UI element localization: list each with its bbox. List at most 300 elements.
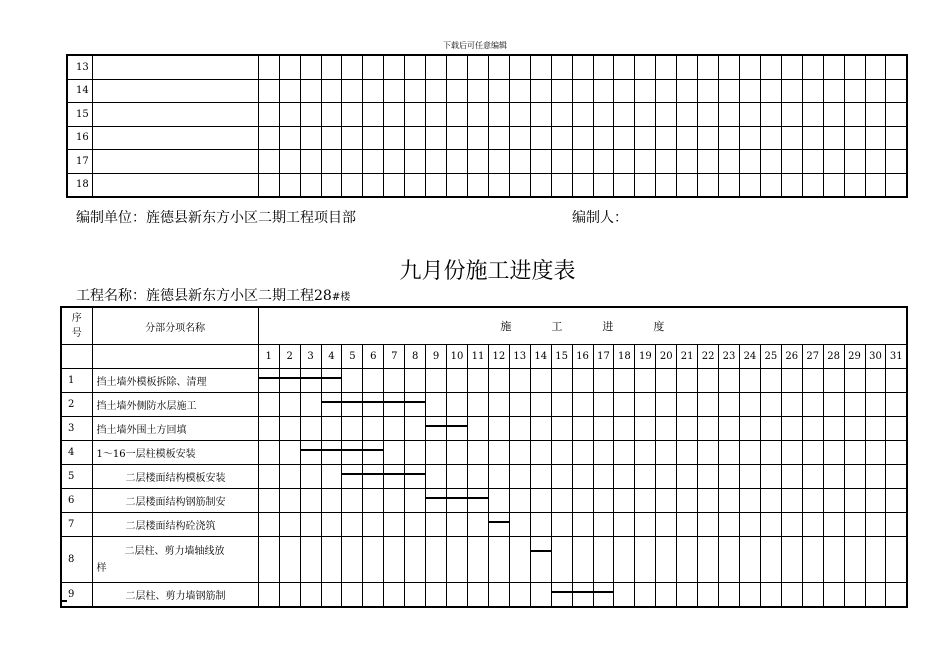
day-cell bbox=[300, 369, 321, 393]
day-cell bbox=[593, 513, 614, 537]
project-label: 工程名称：旌德县新东方小区二期工程 bbox=[76, 288, 314, 304]
day-cell bbox=[467, 369, 488, 393]
empty-cell bbox=[698, 79, 719, 103]
day-cell bbox=[426, 417, 447, 441]
empty-cell bbox=[740, 150, 761, 174]
gantt-bar bbox=[551, 591, 614, 593]
day-cell bbox=[677, 513, 698, 537]
day-cell bbox=[760, 369, 781, 393]
day-header: 20 bbox=[656, 345, 677, 369]
empty-cell bbox=[279, 126, 300, 150]
day-cell bbox=[447, 465, 468, 489]
empty-cell bbox=[823, 103, 844, 127]
day-cell bbox=[342, 465, 363, 489]
day-cell bbox=[656, 537, 677, 583]
empty-cell bbox=[342, 173, 363, 197]
day-cell bbox=[739, 417, 760, 441]
day-cell bbox=[656, 417, 677, 441]
day-cell bbox=[363, 465, 384, 489]
day-cell bbox=[572, 583, 593, 608]
empty-cell bbox=[488, 126, 509, 150]
day-cell bbox=[363, 513, 384, 537]
day-cell bbox=[342, 393, 363, 417]
task-row bbox=[61, 513, 907, 537]
empty-cell bbox=[363, 79, 384, 103]
day-cell bbox=[279, 513, 300, 537]
empty-cell bbox=[300, 126, 321, 150]
empty-cell bbox=[677, 126, 698, 150]
margin-tick bbox=[61, 600, 67, 602]
empty-cell bbox=[865, 103, 886, 127]
empty-cell bbox=[468, 55, 489, 79]
page-title: 九月份施工进度表 bbox=[399, 259, 576, 284]
gantt-bar bbox=[258, 377, 342, 379]
empty-cell bbox=[614, 55, 635, 79]
empty-cell bbox=[698, 126, 719, 150]
project-name bbox=[76, 285, 350, 305]
compiler-label: 编制人： bbox=[572, 210, 628, 226]
empty-cell bbox=[92, 103, 258, 127]
day-cell bbox=[447, 441, 468, 465]
empty-cell bbox=[426, 55, 447, 79]
empty-cell bbox=[488, 79, 509, 103]
day-cell bbox=[886, 441, 907, 465]
day-cell bbox=[781, 441, 802, 465]
empty-cell bbox=[405, 150, 426, 174]
empty-cell bbox=[321, 173, 342, 197]
empty-cell bbox=[426, 173, 447, 197]
empty-cell bbox=[635, 126, 656, 150]
day-cell bbox=[614, 583, 635, 608]
empty-cell bbox=[614, 150, 635, 174]
day-cell bbox=[405, 513, 426, 537]
empty-cell bbox=[677, 79, 698, 103]
day-cell bbox=[530, 489, 551, 513]
day-header: 28 bbox=[823, 345, 844, 369]
empty-cell bbox=[468, 103, 489, 127]
empty-cell bbox=[740, 173, 761, 197]
empty-cell bbox=[426, 150, 447, 174]
task-name: 二层柱、剪力墙钢筋制 bbox=[92, 583, 258, 608]
empty-cell bbox=[844, 55, 865, 79]
day-cell bbox=[300, 489, 321, 513]
previous-table-row bbox=[67, 103, 907, 127]
day-cell bbox=[572, 513, 593, 537]
task-row bbox=[61, 393, 907, 417]
day-cell bbox=[698, 417, 719, 441]
day-cell bbox=[865, 393, 886, 417]
progress-header-char: 进 bbox=[602, 320, 614, 333]
day-cell bbox=[865, 489, 886, 513]
task-name: 挡土墙外围土方回填 bbox=[92, 417, 258, 441]
day-header: 3 bbox=[300, 345, 321, 369]
empty-cell bbox=[92, 55, 258, 79]
gantt-bar bbox=[342, 473, 426, 475]
day-cell bbox=[677, 369, 698, 393]
empty-cell bbox=[447, 79, 468, 103]
day-cell bbox=[886, 489, 907, 513]
empty-cell bbox=[279, 103, 300, 127]
empty-cell bbox=[384, 79, 405, 103]
day-cell bbox=[551, 465, 572, 489]
day-header: 8 bbox=[405, 345, 426, 369]
task-seq: 1 bbox=[61, 369, 92, 393]
day-header: 11 bbox=[467, 345, 488, 369]
empty-cell bbox=[886, 126, 907, 150]
task-seq: 7 bbox=[61, 513, 92, 537]
empty-cell bbox=[426, 79, 447, 103]
empty-cell bbox=[488, 173, 509, 197]
day-cell bbox=[509, 393, 530, 417]
day-cell bbox=[363, 583, 384, 608]
day-cell bbox=[572, 441, 593, 465]
empty-cell bbox=[92, 79, 258, 103]
empty-cell bbox=[509, 79, 530, 103]
empty-cell bbox=[384, 126, 405, 150]
empty-cell bbox=[61, 345, 92, 369]
day-cell bbox=[886, 369, 907, 393]
empty-cell bbox=[593, 103, 614, 127]
empty-cell bbox=[342, 150, 363, 174]
empty-cell bbox=[886, 150, 907, 174]
row-number: 14 bbox=[67, 79, 92, 103]
day-cell bbox=[781, 537, 802, 583]
empty-cell bbox=[781, 55, 802, 79]
day-cell bbox=[739, 583, 760, 608]
day-cell bbox=[258, 489, 279, 513]
day-cell bbox=[739, 465, 760, 489]
empty-cell bbox=[258, 79, 279, 103]
empty-cell bbox=[614, 126, 635, 150]
day-header: 13 bbox=[509, 345, 530, 369]
day-cell bbox=[551, 369, 572, 393]
day-cell bbox=[677, 393, 698, 417]
empty-cell bbox=[572, 126, 593, 150]
task-name-line1: 二层柱、剪力墙轴线放 bbox=[124, 545, 225, 557]
day-cell bbox=[593, 583, 614, 608]
day-cell bbox=[739, 489, 760, 513]
empty-cell bbox=[781, 150, 802, 174]
day-cell bbox=[321, 393, 342, 417]
empty-cell bbox=[384, 103, 405, 127]
day-cell bbox=[677, 537, 698, 583]
day-cell bbox=[572, 417, 593, 441]
day-cell bbox=[467, 441, 488, 465]
day-cell bbox=[279, 441, 300, 465]
day-cell bbox=[781, 465, 802, 489]
day-cell bbox=[865, 369, 886, 393]
task-seq: 6 bbox=[61, 489, 92, 513]
day-cell bbox=[698, 489, 719, 513]
seq-header bbox=[61, 307, 92, 345]
day-header: 31 bbox=[886, 345, 907, 369]
day-cell bbox=[509, 369, 530, 393]
empty-cell bbox=[572, 173, 593, 197]
day-cell bbox=[593, 489, 614, 513]
empty-cell bbox=[740, 103, 761, 127]
day-header: 7 bbox=[384, 345, 405, 369]
empty-cell bbox=[865, 150, 886, 174]
day-cell bbox=[279, 537, 300, 583]
empty-cell bbox=[656, 150, 677, 174]
empty-cell bbox=[258, 55, 279, 79]
day-cell bbox=[781, 393, 802, 417]
day-cell bbox=[279, 583, 300, 608]
empty-cell bbox=[321, 103, 342, 127]
day-cell bbox=[593, 369, 614, 393]
empty-cell bbox=[614, 79, 635, 103]
day-header: 16 bbox=[572, 345, 593, 369]
day-cell bbox=[781, 489, 802, 513]
day-cell bbox=[405, 393, 426, 417]
task-name: 挡土墙外侧防水层施工 bbox=[92, 393, 258, 417]
day-cell bbox=[467, 465, 488, 489]
day-cell bbox=[426, 513, 447, 537]
name-header: 分部分项名称 bbox=[92, 307, 258, 345]
day-cell bbox=[426, 537, 447, 583]
day-cell bbox=[426, 369, 447, 393]
day-cell bbox=[572, 489, 593, 513]
day-cell bbox=[844, 537, 865, 583]
gantt-bar bbox=[488, 521, 509, 523]
day-cell bbox=[719, 417, 740, 441]
day-cell bbox=[698, 537, 719, 583]
day-cell bbox=[760, 489, 781, 513]
previous-table-row bbox=[67, 55, 907, 79]
day-cell bbox=[384, 441, 405, 465]
day-cell bbox=[363, 489, 384, 513]
day-cell bbox=[886, 537, 907, 583]
empty-cell bbox=[447, 126, 468, 150]
day-cell bbox=[614, 465, 635, 489]
day-cell bbox=[823, 441, 844, 465]
empty-cell bbox=[635, 79, 656, 103]
empty-cell bbox=[572, 150, 593, 174]
day-cell bbox=[802, 513, 823, 537]
day-cell bbox=[363, 369, 384, 393]
empty-cell bbox=[802, 173, 823, 197]
day-cell bbox=[593, 465, 614, 489]
day-cell bbox=[781, 417, 802, 441]
day-cell bbox=[656, 441, 677, 465]
day-cell bbox=[698, 513, 719, 537]
day-cell bbox=[802, 465, 823, 489]
day-cell bbox=[886, 417, 907, 441]
day-cell bbox=[593, 441, 614, 465]
empty-cell bbox=[572, 103, 593, 127]
day-header: 24 bbox=[739, 345, 760, 369]
empty-cell bbox=[468, 126, 489, 150]
empty-cell bbox=[802, 55, 823, 79]
empty-cell bbox=[614, 103, 635, 127]
empty-cell bbox=[844, 126, 865, 150]
empty-cell bbox=[719, 103, 740, 127]
day-cell bbox=[509, 583, 530, 608]
empty-cell bbox=[802, 126, 823, 150]
empty-cell bbox=[781, 126, 802, 150]
empty-cell bbox=[384, 150, 405, 174]
day-cell bbox=[384, 513, 405, 537]
day-header-row bbox=[61, 345, 907, 369]
day-header: 1 bbox=[258, 345, 279, 369]
day-cell bbox=[363, 417, 384, 441]
empty-cell bbox=[865, 126, 886, 150]
empty-cell bbox=[823, 55, 844, 79]
day-cell bbox=[844, 583, 865, 608]
row-number: 16 bbox=[67, 126, 92, 150]
day-cell bbox=[384, 489, 405, 513]
day-cell bbox=[656, 393, 677, 417]
empty-cell bbox=[258, 126, 279, 150]
day-header: 9 bbox=[426, 345, 447, 369]
empty-cell bbox=[551, 126, 572, 150]
empty-cell bbox=[593, 79, 614, 103]
day-header: 12 bbox=[488, 345, 509, 369]
day-cell bbox=[321, 489, 342, 513]
day-cell bbox=[781, 583, 802, 608]
empty-cell bbox=[865, 55, 886, 79]
day-cell bbox=[698, 465, 719, 489]
day-cell bbox=[760, 441, 781, 465]
empty-cell bbox=[405, 103, 426, 127]
day-cell bbox=[760, 465, 781, 489]
day-cell bbox=[258, 513, 279, 537]
row-number: 15 bbox=[67, 103, 92, 127]
task-row bbox=[61, 583, 907, 608]
day-cell bbox=[384, 369, 405, 393]
empty-cell bbox=[719, 150, 740, 174]
empty-cell bbox=[823, 173, 844, 197]
empty-cell bbox=[321, 126, 342, 150]
empty-cell bbox=[551, 150, 572, 174]
day-cell bbox=[593, 537, 614, 583]
empty-cell bbox=[468, 79, 489, 103]
day-cell bbox=[572, 393, 593, 417]
day-cell bbox=[635, 537, 656, 583]
day-cell bbox=[405, 369, 426, 393]
task-seq: 9 bbox=[61, 583, 92, 608]
day-header: 22 bbox=[698, 345, 719, 369]
task-seq: 3 bbox=[61, 417, 92, 441]
day-cell bbox=[342, 441, 363, 465]
day-cell bbox=[865, 537, 886, 583]
empty-cell bbox=[760, 55, 781, 79]
day-cell bbox=[530, 583, 551, 608]
day-cell bbox=[823, 513, 844, 537]
day-cell bbox=[614, 417, 635, 441]
row-number: 17 bbox=[67, 150, 92, 174]
task-seq: 4 bbox=[61, 441, 92, 465]
empty-cell bbox=[92, 173, 258, 197]
day-cell bbox=[886, 583, 907, 608]
day-cell bbox=[467, 393, 488, 417]
day-cell bbox=[635, 489, 656, 513]
empty-cell bbox=[342, 79, 363, 103]
day-cell bbox=[802, 417, 823, 441]
day-cell bbox=[447, 393, 468, 417]
empty-cell bbox=[740, 55, 761, 79]
empty-cell bbox=[656, 173, 677, 197]
empty-cell bbox=[886, 173, 907, 197]
task-row bbox=[61, 441, 907, 465]
day-cell bbox=[530, 369, 551, 393]
day-cell bbox=[635, 583, 656, 608]
empty-cell bbox=[447, 55, 468, 79]
day-cell bbox=[467, 513, 488, 537]
day-cell bbox=[509, 441, 530, 465]
day-cell bbox=[635, 417, 656, 441]
empty-cell bbox=[488, 103, 509, 127]
empty-cell bbox=[363, 150, 384, 174]
empty-cell bbox=[447, 103, 468, 127]
day-cell bbox=[258, 465, 279, 489]
day-cell bbox=[342, 417, 363, 441]
day-cell bbox=[614, 489, 635, 513]
empty-cell bbox=[844, 173, 865, 197]
day-cell bbox=[509, 489, 530, 513]
day-cell bbox=[551, 583, 572, 608]
empty-cell bbox=[740, 79, 761, 103]
day-cell bbox=[300, 417, 321, 441]
empty-cell bbox=[509, 173, 530, 197]
day-header: 30 bbox=[865, 345, 886, 369]
previous-table-row bbox=[67, 173, 907, 197]
day-header: 25 bbox=[760, 345, 781, 369]
previous-table-row bbox=[67, 126, 907, 150]
gantt-bar bbox=[321, 401, 426, 403]
gantt-bar bbox=[426, 497, 489, 499]
day-cell bbox=[258, 417, 279, 441]
empty-cell bbox=[677, 103, 698, 127]
empty-cell bbox=[656, 79, 677, 103]
empty-cell bbox=[530, 126, 551, 150]
day-header: 18 bbox=[614, 345, 635, 369]
day-cell bbox=[865, 465, 886, 489]
empty-cell bbox=[92, 345, 258, 369]
day-cell bbox=[279, 465, 300, 489]
day-cell bbox=[844, 465, 865, 489]
empty-cell bbox=[698, 55, 719, 79]
empty-cell bbox=[572, 55, 593, 79]
day-cell bbox=[760, 537, 781, 583]
day-cell bbox=[342, 369, 363, 393]
task-name-line2: 样 bbox=[96, 562, 107, 574]
day-cell bbox=[886, 393, 907, 417]
empty-cell bbox=[698, 173, 719, 197]
empty-cell bbox=[844, 150, 865, 174]
day-cell bbox=[447, 369, 468, 393]
day-header: 2 bbox=[279, 345, 300, 369]
empty-cell bbox=[300, 79, 321, 103]
empty-cell bbox=[530, 55, 551, 79]
header-row-1 bbox=[61, 307, 907, 345]
day-cell bbox=[823, 537, 844, 583]
empty-cell bbox=[405, 173, 426, 197]
empty-cell bbox=[823, 126, 844, 150]
day-cell bbox=[698, 369, 719, 393]
empty-cell bbox=[405, 79, 426, 103]
day-cell bbox=[384, 583, 405, 608]
day-cell bbox=[802, 441, 823, 465]
empty-cell bbox=[384, 55, 405, 79]
empty-cell bbox=[781, 79, 802, 103]
day-cell bbox=[802, 583, 823, 608]
day-cell bbox=[865, 441, 886, 465]
empty-cell bbox=[677, 55, 698, 79]
day-cell bbox=[258, 369, 279, 393]
empty-cell bbox=[426, 126, 447, 150]
task-name bbox=[92, 537, 258, 583]
